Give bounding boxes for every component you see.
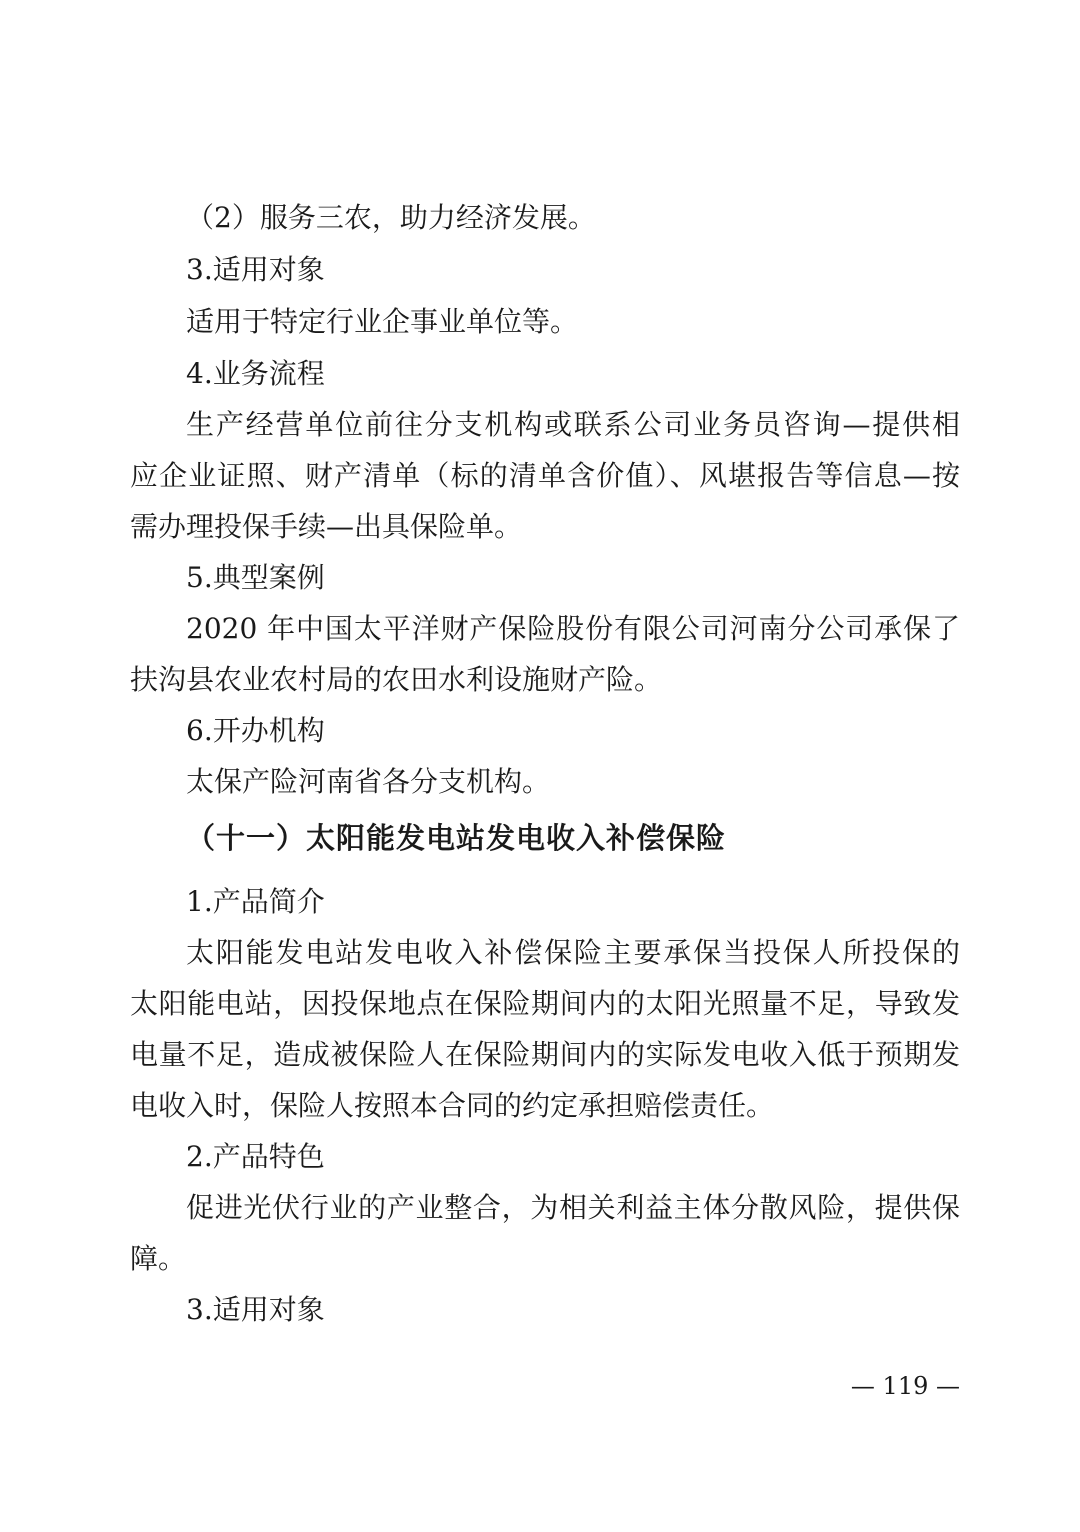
paragraph-applicable-targets: 适用于特定行业企事业单位等。 xyxy=(186,305,579,338)
section-heading-applicable-targets: 3.适用对象 xyxy=(186,253,325,286)
paragraph-typical-case-line: 2020 年中国太平洋财产保险股份有限公司河南分公司承保了 xyxy=(186,612,960,645)
paragraph-product-features-line: 障。 xyxy=(130,1242,187,1275)
section-heading-offering-institution: 6.开办机构 xyxy=(186,714,325,747)
paragraph-product-intro-line: 电量不足，造成被保险人在保险期间内的实际发电收入低于预期发 xyxy=(130,1038,960,1071)
paragraph-product-intro-line: 太阳能电站，因投保地点在保险期间内的太阳光照量不足，导致发 xyxy=(130,987,960,1020)
section-heading-product-intro: 1.产品简介 xyxy=(186,885,325,918)
section-heading-applicable-targets-2: 3.适用对象 xyxy=(186,1293,325,1326)
list-item-service-agriculture: （2）服务三农，助力经济发展。 xyxy=(186,201,596,234)
section-heading-business-process: 4.业务流程 xyxy=(186,357,325,390)
paragraph-business-process-line: 生产经营单位前往分支机构或联系公司业务员咨询—提供相 xyxy=(186,408,960,441)
section-heading-product-features: 2.产品特色 xyxy=(186,1140,325,1173)
page-number: — 119 — xyxy=(850,1372,960,1400)
section-heading-typical-case: 5.典型案例 xyxy=(186,561,325,594)
paragraph-product-intro-line: 电收入时，保险人按照本合同的约定承担赔偿责任。 xyxy=(130,1089,775,1122)
paragraph-offering-institution: 太保产险河南省各分支机构。 xyxy=(186,765,551,798)
paragraph-typical-case-line: 扶沟县农业农村局的农田水利设施财产险。 xyxy=(130,663,663,696)
paragraph-business-process-line: 应企业证照、财产清单（标的清单含价值）、风堪报告等信息—按 xyxy=(130,459,960,492)
paragraph-product-features-line: 促进光伏行业的产业整合，为相关利益主体分散风险，提供保 xyxy=(186,1191,960,1224)
paragraph-product-intro-line: 太阳能发电站发电收入补偿保险主要承保当投保人所投保的 xyxy=(186,936,960,969)
chapter-heading-solar-insurance: （十一）太阳能发电站发电收入补偿保险 xyxy=(186,821,727,855)
paragraph-business-process-line: 需办理投保手续—出具保险单。 xyxy=(130,510,523,543)
